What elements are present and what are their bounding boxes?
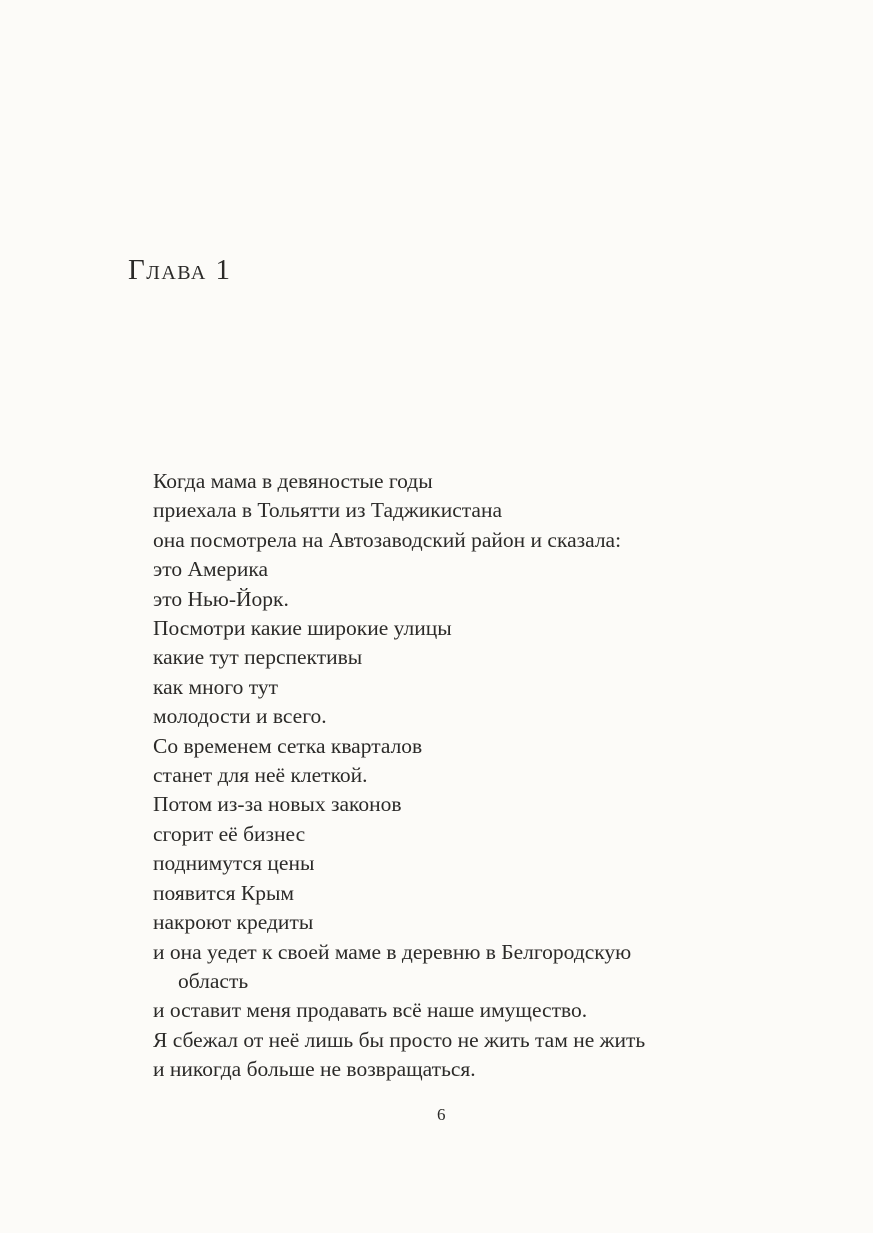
poem-line: это Америка <box>153 557 269 582</box>
poem-line: и оставит меня продавать всё наше имущество. <box>153 998 588 1023</box>
poem-line: она посмотрела на Автозаводский район и сказала: <box>153 527 622 552</box>
poem-line: накроют кредиты <box>153 910 314 935</box>
poem-line: станет для неё клеткой. <box>153 763 368 788</box>
poem-line: Со временем сетка кварталов <box>153 733 423 758</box>
poem-line: и она уедет к своей маме в деревню в Белгородскую <box>153 939 632 964</box>
poem-line: приехала в Тольятти из Таджикистана <box>153 498 503 523</box>
poem-line: какие тут перспективы <box>153 645 363 670</box>
poem-line-continuation: область <box>178 968 249 993</box>
poem-line: Потом из-за новых законов <box>153 792 402 817</box>
poem-line: это Нью-Йорк. <box>153 586 289 611</box>
poem-line: появится Крым <box>153 880 294 905</box>
page-number: 6 <box>437 1105 446 1124</box>
poem-line: и никогда больше не возвращаться. <box>153 1057 476 1082</box>
poem-line: поднимутся цены <box>153 851 315 876</box>
chapter-title: Глава 1 <box>128 254 232 286</box>
poem-text <box>153 467 645 1085</box>
poem-line: Я сбежал от неё лишь бы просто не жить там не жить <box>153 1027 646 1052</box>
poem-line: сгорит её бизнес <box>153 821 306 846</box>
poem-line: Когда мама в девяностые годы <box>153 469 433 493</box>
poem-line: как много тут <box>153 674 279 699</box>
poem-line: Посмотри какие широкие улицы <box>153 616 452 641</box>
poem-line: молодости и всего. <box>153 704 327 729</box>
